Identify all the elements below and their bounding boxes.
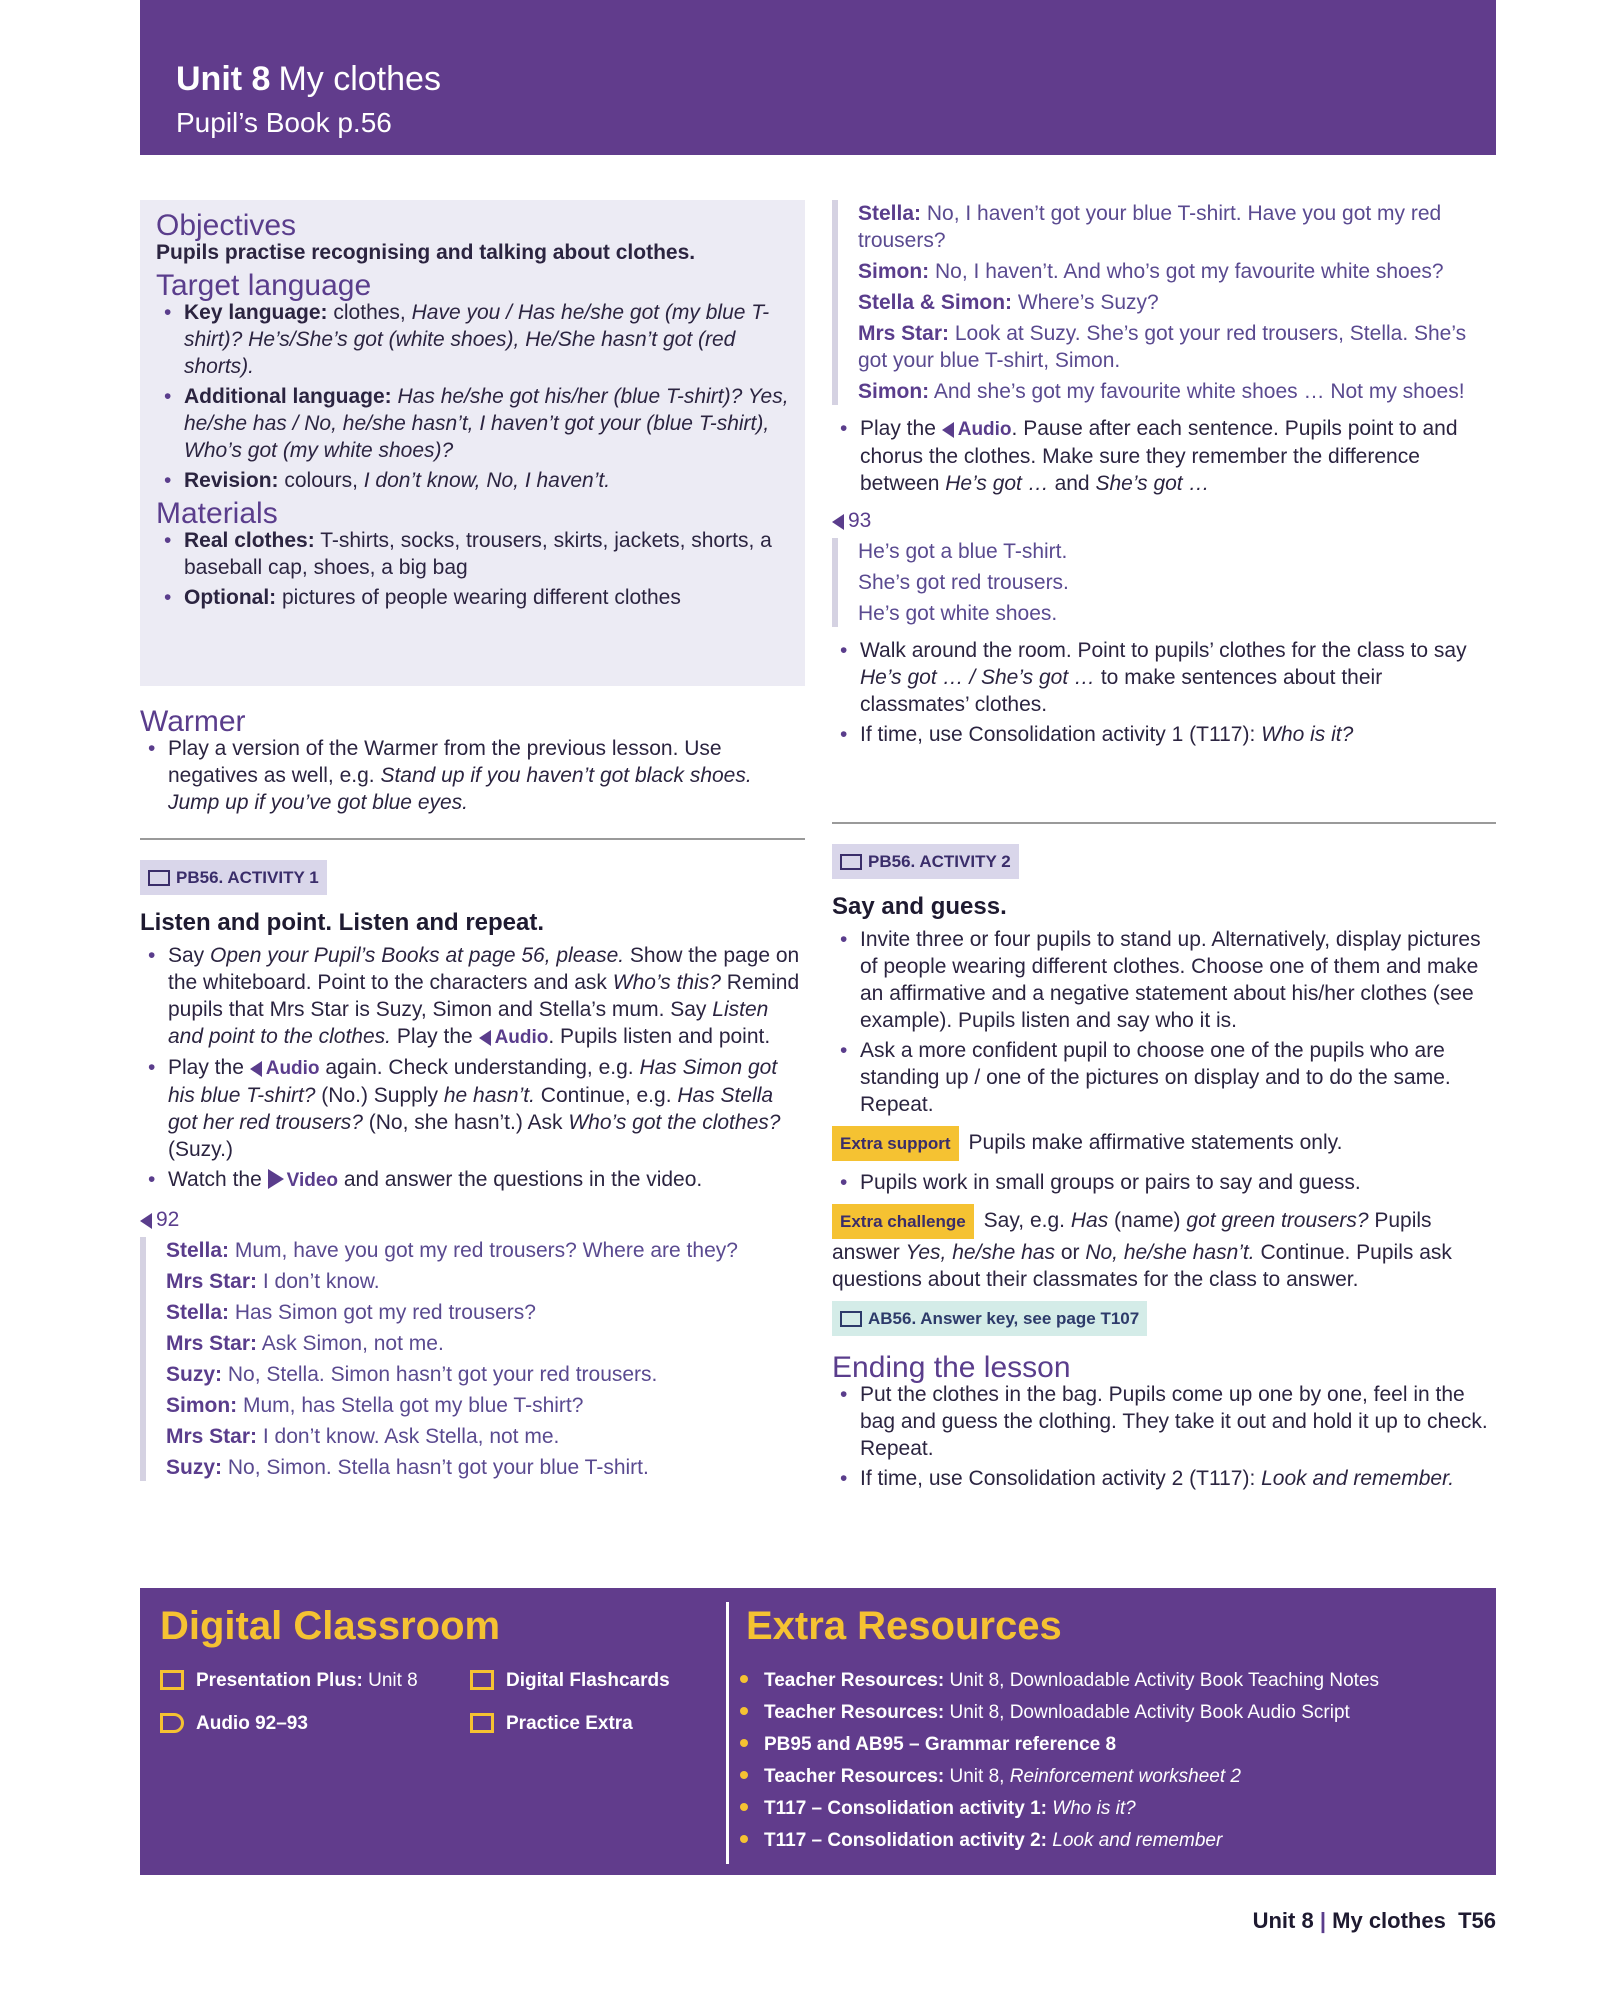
list-item: • If time, use Consolidation activity 1 (T117): Who is it? — [832, 721, 1496, 748]
activity2-heading: Say and guess. — [832, 893, 1007, 920]
ending-list — [832, 1381, 1496, 1492]
resource-item[interactable]: PB95 and AB95 – Grammar reference 8 — [740, 1734, 1116, 1756]
list-item: • Ask a more confident pupil to choose one of the pupils who are standing up / one of the pictures on display and to do the same. Repeat. — [832, 1037, 1496, 1118]
digital-classroom-heading: Digital Classroom — [160, 1604, 501, 1648]
speaker-icon — [160, 1713, 184, 1733]
list-item: • Play the Audio. Pause after each sentence. Pupils point to and chorus the clothes. Make sure they remember the difference between He’s got … and She’s got … — [832, 415, 1496, 497]
list-item: • Pupils work in small groups or pairs to say and guess. — [832, 1169, 1496, 1196]
book-icon — [840, 854, 862, 870]
transcript-line: Suzy: No, Stella. Simon hasn’t got your red trousers. — [166, 1363, 658, 1386]
transcript-line: Mrs Star: I don’t know. — [166, 1270, 380, 1293]
list-item: • Put the clothes in the bag. Pupils come up one by one, feel in the bag and guess the clothing. They take it out and hold it up to check. Repeat. — [832, 1381, 1496, 1462]
transcript-line: Stella & Simon: Where’s Suzy? — [858, 291, 1159, 314]
list-item: • Optional: pictures of people wearing different clothes — [156, 584, 796, 611]
activity1-tag: PB56. ACTIVITY 1 — [140, 860, 327, 895]
speaker-icon — [250, 1061, 262, 1077]
list-item: • If time, use Consolidation activity 2 (T117): Look and remember. — [832, 1465, 1496, 1492]
divider — [726, 1602, 729, 1864]
track-92[interactable]: 92 — [140, 1206, 805, 1233]
transcript-line: He’s got a blue T-shirt. — [858, 540, 1068, 563]
divider — [140, 838, 805, 840]
speaker-icon — [479, 1030, 491, 1046]
video-link[interactable]: Video — [268, 1170, 338, 1191]
extra-support-tag: Extra support — [832, 1126, 959, 1161]
speaker-icon — [942, 422, 954, 438]
book-reference: Pupil’s Book p.56 — [176, 107, 392, 138]
audio-link[interactable]: Audio — [479, 1027, 549, 1048]
transcript-line: Mrs Star: Ask Simon, not me. — [166, 1332, 444, 1355]
transcript-line: Simon: No, I haven’t. And who’s got my favourite white shoes? — [858, 260, 1444, 283]
extra-support: Extra support Pupils make affirmative statements only. — [832, 1126, 1496, 1161]
resource-item[interactable]: Teacher Resources: Unit 8, Downloadable Activity Book Audio Script — [740, 1702, 1350, 1724]
extra-challenge: Extra challenge Say, e.g. Has (name) got green trousers? Pupils answer Yes, he/she has or No, he/she hasn’t. Continue. Pupils ask questions about their classmates for the class to answer. — [832, 1204, 1496, 1293]
transcript-92-continued — [832, 200, 1496, 405]
extra-resources-heading: Extra Resources — [746, 1604, 1062, 1648]
book-icon — [840, 1311, 862, 1327]
materials-heading: Materials — [156, 497, 278, 530]
audio-link[interactable]: Audio — [250, 1058, 320, 1079]
walk-list — [832, 637, 1496, 748]
resource-item[interactable]: Teacher Resources: Unit 8, Reinforcement worksheet 2 — [740, 1766, 1241, 1788]
transcript-line: She’s got red trousers. — [858, 571, 1069, 594]
book-icon — [148, 870, 170, 886]
track-93[interactable]: 93 — [832, 507, 1496, 534]
transcript-line: Stella: Has Simon got my red trousers? — [166, 1301, 536, 1324]
page-footer: Unit 8 | My clothes T56 — [1252, 1908, 1496, 1933]
transcript-line: Mrs Star: Look at Suzy. She’s got your red trousers, Stella. She’s got your blue T-shirt, Simon. — [858, 322, 1467, 372]
list-item: • Watch the Video and answer the questions in the video. — [140, 1166, 805, 1194]
activity1-list — [140, 942, 805, 1194]
activity1-heading: Listen and point. Listen and repeat. — [140, 909, 545, 936]
list-item: • Invite three or four pupils to stand up. Alternatively, display pictures of people wearing different clothes. Choose one of them and make an affirmative and a negative statement about his/her clothes (see example). Pupils listen and say who it is. — [832, 926, 1496, 1034]
transcript-92 — [140, 1237, 805, 1481]
speaker-icon — [832, 514, 844, 530]
activity1-section — [140, 860, 805, 1485]
presentation-icon — [160, 1670, 184, 1690]
unit-title: Unit 8 My clothes — [176, 60, 441, 98]
transcript-line: Stella: Mum, have you got my red trousers? Where are they? — [166, 1239, 738, 1262]
page-number: T56 — [1458, 1908, 1496, 1933]
extra-challenge-tag: Extra challenge — [832, 1204, 974, 1239]
right-column — [832, 200, 1496, 751]
page-header — [140, 0, 1496, 155]
transcript-line: Stella: No, I haven’t got your blue T-shirt. Have you got my red trousers? — [858, 202, 1442, 252]
transcript-line: Simon: And she’s got my favourite white shoes … Not my shoes! — [858, 380, 1465, 403]
presentation-plus-link[interactable]: Presentation Plus: Unit 8 — [160, 1670, 418, 1692]
transcript-line: Mrs Star: I don’t know. Ask Stella, not me. — [166, 1425, 560, 1448]
activity2-list — [832, 926, 1496, 1118]
resource-item[interactable]: T117 – Consolidation activity 1: Who is it? — [740, 1798, 1136, 1820]
target-language-list — [156, 299, 796, 494]
transcript-line: Suzy: No, Simon. Stella hasn’t got your blue T-shirt. — [166, 1456, 649, 1479]
divider — [832, 822, 1496, 824]
objectives-text: Pupils practise recognising and talking about clothes. — [156, 241, 696, 264]
list-item: • Walk around the room. Point to pupils’ clothes for the class to say He’s got … / She’s got … to make sentences about their classmates’ clothes. — [832, 637, 1496, 718]
ending-heading: Ending the lesson — [832, 1351, 1071, 1384]
list-item: • Revision: colours, I don’t know, No, I haven’t. — [156, 467, 796, 494]
practice-extra-link[interactable]: Practice Extra — [470, 1713, 633, 1735]
warmer-list — [140, 735, 805, 816]
transcript-line: He’s got white shoes. — [858, 602, 1058, 625]
play-list — [832, 415, 1496, 497]
activity2-list-2 — [832, 1169, 1496, 1196]
activity2-tag: PB56. ACTIVITY 2 — [832, 844, 1019, 879]
list-item: • Play the Audio again. Check understanding, e.g. Has Simon got his blue T-shirt? (No.) Supply he hasn’t. Continue, e.g. Has Stella got her red trousers? (No, she hasn’t.) Ask Who’s got the clothes? (Suzy.) — [140, 1054, 805, 1163]
resource-item[interactable]: T117 – Consolidation activity 2: Look and remember — [740, 1830, 1222, 1852]
warmer-section — [140, 705, 805, 819]
resources-panel — [140, 1588, 1496, 1875]
transcript-93 — [832, 538, 1496, 627]
flashcards-icon — [470, 1670, 494, 1690]
list-item: • Say Open your Pupil’s Books at page 56, please. Show the page on the whiteboard. Point to the characters and ask Who’s this? Remind pupils that Mrs Star is Suzy, Simon and Stella’s mum. Say Listen and point to the clothes. Play the Audio. Pupils listen and point. — [140, 942, 805, 1051]
objectives-heading: Objectives — [156, 209, 297, 242]
activity2-section — [832, 844, 1496, 1495]
list-item: • Key language: clothes, Have you / Has he/she got (my blue T-shirt)? He’s/She’s got (white shoes), He/She hasn’t got (red shorts). — [156, 299, 796, 380]
practice-icon — [470, 1713, 494, 1733]
flashcards-link[interactable]: Digital Flashcards — [470, 1670, 670, 1692]
objectives-column — [156, 209, 796, 614]
target-language-heading: Target language — [156, 269, 372, 302]
warmer-heading: Warmer — [140, 705, 246, 738]
audio-resource-link[interactable]: Audio 92–93 — [160, 1713, 308, 1735]
resource-item[interactable]: Teacher Resources: Unit 8, Downloadable Activity Book Teaching Notes — [740, 1670, 1379, 1692]
play-icon — [268, 1169, 284, 1189]
answer-key-tag: AB56. Answer key, see page T107 — [832, 1301, 1147, 1336]
transcript-line: Simon: Mum, has Stella got my blue T-shirt? — [166, 1394, 584, 1417]
list-item: • Real clothes: T-shirts, socks, trousers, skirts, jackets, shorts, a baseball cap, shoes, a big bag — [156, 527, 796, 581]
materials-list — [156, 527, 796, 611]
list-item: • Additional language: Has he/she got his/her (blue T-shirt)? Yes, he/she has / No, he/she hasn’t, I haven’t got your (blue T-shirt), Who’s got (my white shoes)? — [156, 383, 796, 464]
speaker-icon — [140, 1213, 152, 1229]
list-item: • Play a version of the Warmer from the previous lesson. Use negatives as well, e.g. Stand up if you haven’t got black shoes. Jump up if you’ve got blue eyes. — [140, 735, 805, 816]
audio-link[interactable]: Audio — [942, 419, 1012, 440]
